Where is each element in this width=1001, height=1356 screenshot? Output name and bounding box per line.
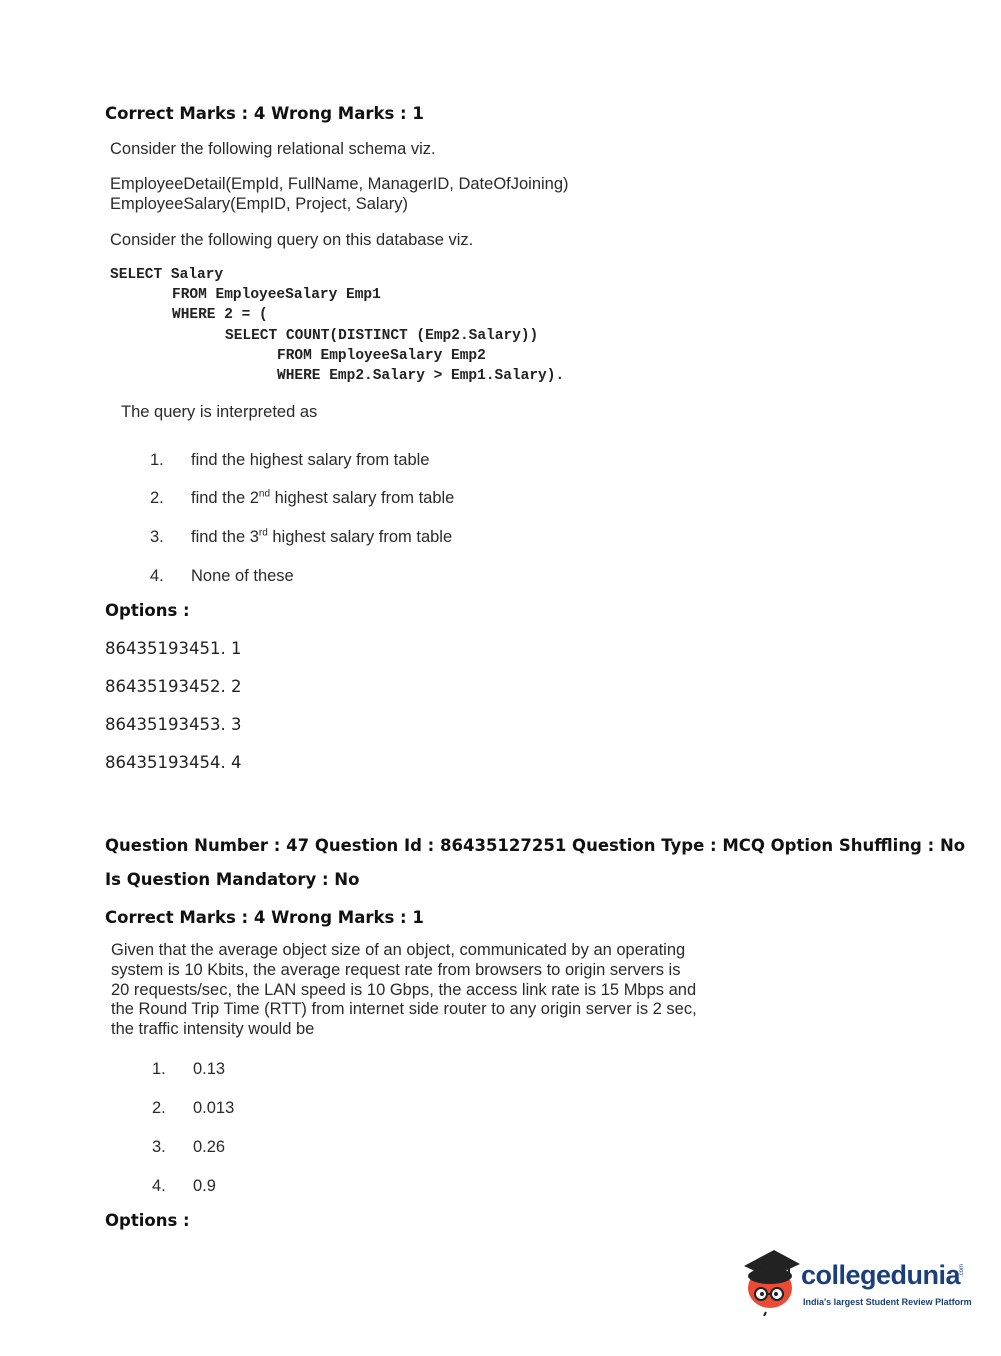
sql-line-6: WHERE Emp2.Salary > Emp1.Salary). xyxy=(277,368,565,384)
q46-choice-number: 3. xyxy=(150,528,164,546)
q46-choice-number: 4. xyxy=(150,567,164,585)
q46-option: 86435193454. 4 xyxy=(105,753,242,772)
q47-header: Question Number : 47 Question Id : 86435127251 Question Type : MCQ Option Shuffling : No xyxy=(105,836,966,855)
logo-com-suffix: .com xyxy=(959,1264,965,1278)
q46-schema-employee-salary: EmployeeSalary(EmpID, Project, Salary) xyxy=(110,195,409,213)
q46-option: 86435193452. 2 xyxy=(105,677,242,696)
q46-choice-text: find the 2nd highest salary from table xyxy=(191,488,455,507)
sql-line-4: SELECT COUNT(DISTINCT (Emp2.Salary)) xyxy=(225,328,539,344)
logo-wordmark: collegedunia xyxy=(801,1260,961,1290)
q47-marks: Correct Marks : 4 Wrong Marks : 1 xyxy=(105,908,424,927)
q46-options-label: Options : xyxy=(105,601,190,620)
q46-option: 86435193453. 3 xyxy=(105,715,242,734)
q47-mandatory: Is Question Mandatory : No xyxy=(105,870,360,889)
q46-choice-text: find the 3rd highest salary from table xyxy=(191,527,453,546)
q46-marks: Correct Marks : 4 Wrong Marks : 1 xyxy=(105,104,424,123)
sql-line-3: WHERE 2 = ( xyxy=(172,307,268,323)
sql-line-1: SELECT Salary xyxy=(110,267,224,283)
q47-choice-number: 2. xyxy=(152,1099,166,1117)
q47-text-line: system is 10 Kbits, the average request rate from browsers to origin servers is xyxy=(111,961,681,979)
q47-choice-value: 0.013 xyxy=(193,1099,235,1117)
logo-tagline: India's largest Student Review Platform xyxy=(803,1297,972,1307)
q47-options-label: Options : xyxy=(105,1211,190,1230)
q47-choice-value: 0.9 xyxy=(193,1177,216,1195)
q46-schema-employee-detail: EmployeeDetail(EmpId, FullName, ManagerID, DateOfJoining) xyxy=(110,175,569,193)
q47-choice-value: 0.13 xyxy=(193,1060,226,1078)
mascot-icon xyxy=(740,1246,802,1316)
sql-line-5: FROM EmployeeSalary Emp2 xyxy=(277,348,486,364)
q46-intro: Consider the following relational schema viz. xyxy=(110,140,436,158)
q46-choice-number: 2. xyxy=(150,489,164,507)
q47-choice-number: 3. xyxy=(152,1138,166,1156)
q47-text-line: the Round Trip Time (RTT) from internet side router to any origin server is 2 sec, xyxy=(111,1000,697,1018)
q46-query-intro: Consider the following query on this database viz. xyxy=(110,231,474,249)
q47-text-line: Given that the average object size of an object, communicated by an operating xyxy=(111,941,686,959)
sql-line-2: FROM EmployeeSalary Emp1 xyxy=(172,287,381,303)
q47-choice-number: 4. xyxy=(152,1177,166,1195)
q46-choice-number: 1. xyxy=(150,451,164,469)
q47-choice-value: 0.26 xyxy=(193,1138,226,1156)
q46-option: 86435193451. 1 xyxy=(105,639,242,658)
collegedunia-logo[interactable] xyxy=(740,1246,970,1316)
q46-choice-text: None of these xyxy=(191,567,294,585)
q47-text-line: 20 requests/sec, the LAN speed is 10 Gbps, the access link rate is 15 Mbps and xyxy=(111,981,697,999)
q46-choice-text: find the highest salary from table xyxy=(191,451,430,469)
q47-text-line: the traffic intensity would be xyxy=(111,1020,315,1038)
q47-choice-number: 1. xyxy=(152,1060,166,1078)
q46-interpreted: The query is interpreted as xyxy=(121,403,318,421)
